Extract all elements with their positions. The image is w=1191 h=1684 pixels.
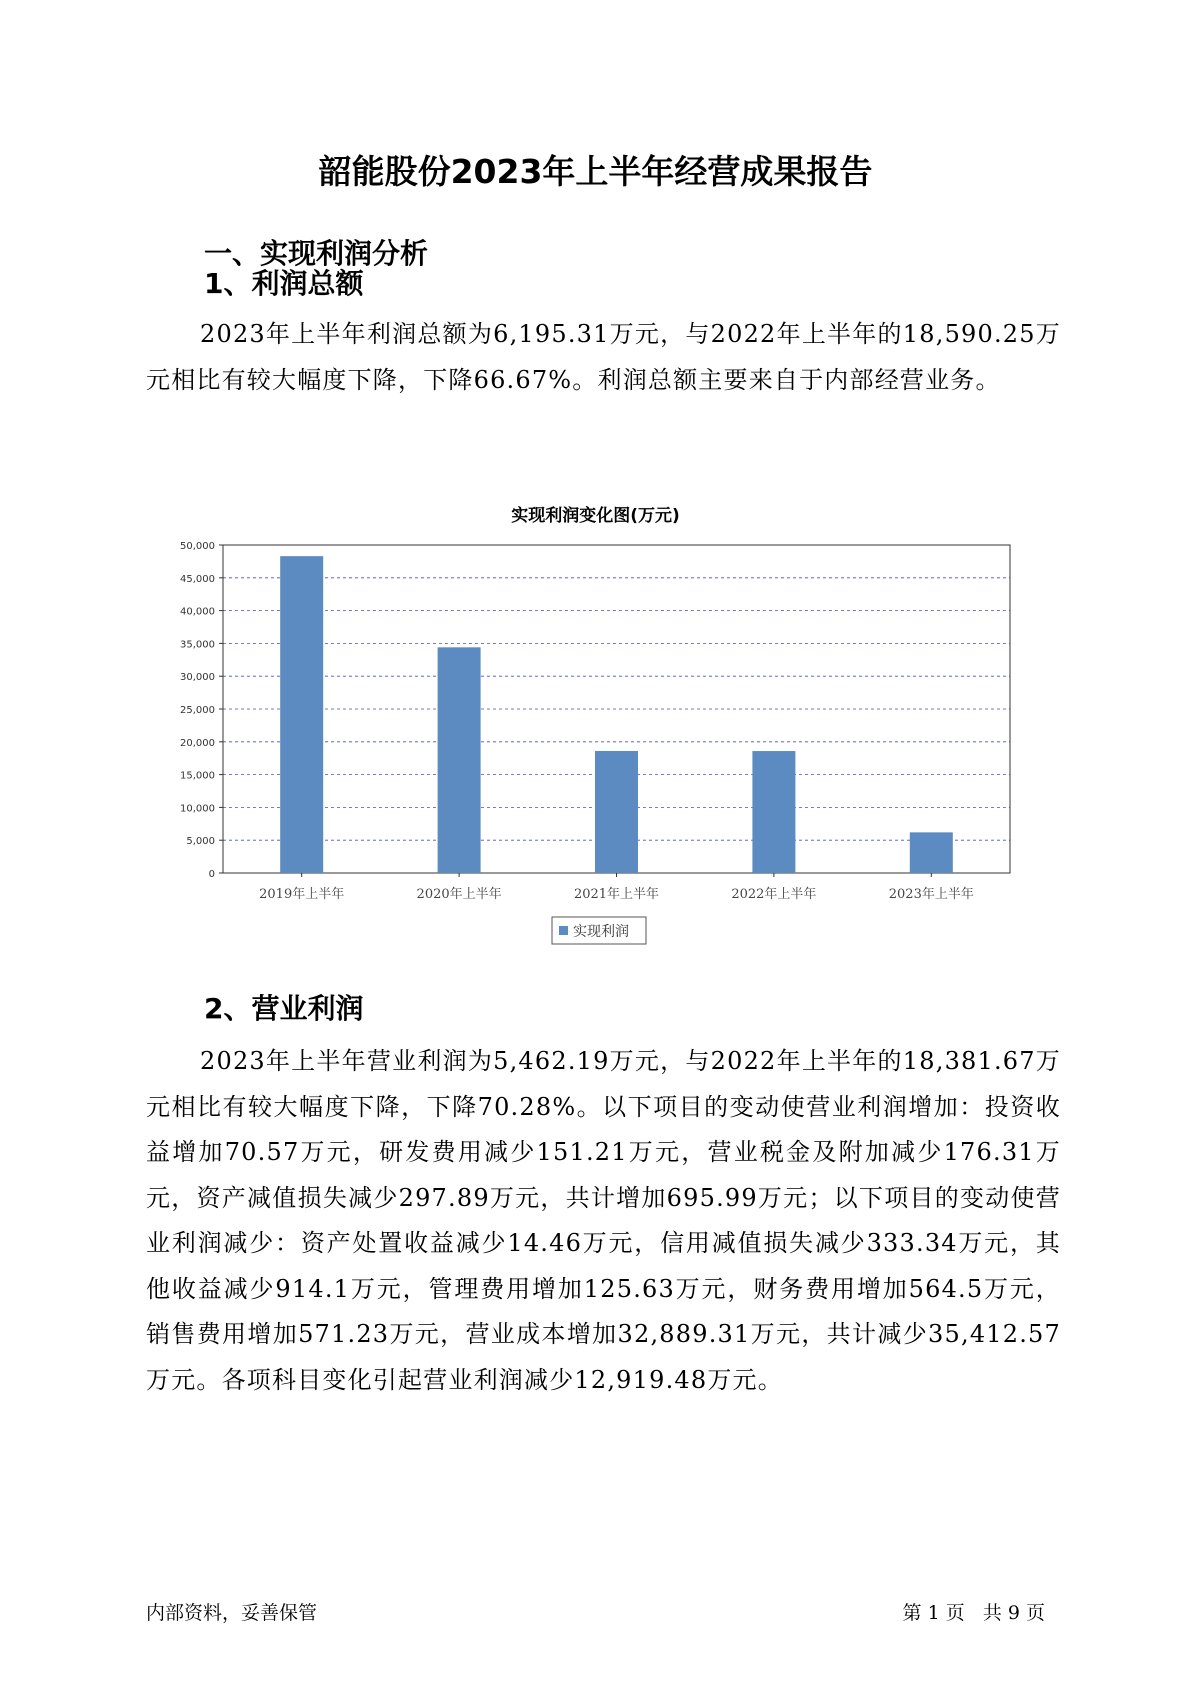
subheading-total-profit: 1、利润总额	[204, 267, 364, 300]
bar-4	[752, 751, 795, 873]
bar-5	[910, 832, 953, 873]
x-axis-ticks	[259, 873, 974, 902]
y-tick-label: 20,000	[180, 737, 215, 749]
y-tick-label: 0	[208, 869, 215, 880]
subheading-operating-profit: 2、营业利润	[204, 992, 364, 1025]
chart-title: 实现利润变化图(万元)	[511, 506, 680, 526]
footer-page-number: 第 1 页 共 9 页	[902, 1602, 1045, 1624]
chart-bars	[280, 556, 953, 873]
y-tick-label: 50,000	[180, 541, 215, 552]
x-tick-label: 2021年上半年	[573, 887, 660, 902]
bar-1	[280, 556, 323, 873]
y-tick-label: 45,000	[180, 573, 215, 585]
y-tick-label: 40,000	[180, 606, 215, 618]
y-tick-label: 5,000	[186, 836, 215, 848]
legend-swatch	[559, 926, 568, 935]
y-tick-label: 35,000	[180, 639, 215, 651]
x-tick-label: 2019年上半年	[259, 887, 345, 902]
y-tick-label: 25,000	[180, 705, 215, 716]
section-heading-profit-analysis: 一、实现利润分析	[204, 237, 429, 270]
y-axis-ticks	[180, 541, 223, 880]
y-tick-label: 15,000	[180, 770, 215, 782]
paragraph-operating-profit: 2023年上半年营业利润为5,462.19万元，与2022年上半年的18,381.67万元相比有较大幅度下降，下降70.28%。以下项目的变动使营业利润增加：投资收益增加70.57万元，研发费用减少151.21万元，营业税金及附加减少176.31万元，资产减值损失减少297.89万元，共计增加695.99万元；以下项目的变动使营业利润减少：资产处置收益减少14.46万元，信用减值损失减少333.34万元，其他收益减少914.1万元，管理费用增加125.63万元，财务费用增加564.5万元，销售费用增加571.23万元，营业成本增加32,889.31万元，共计减少35,412.57万元。各项科目变化引起营业利润减少12,919.48万元。	[146, 1047, 1061, 1394]
bar-2	[438, 647, 481, 873]
x-tick-label: 2023年上半年	[888, 887, 974, 902]
y-tick-label: 10,000	[180, 803, 215, 815]
x-tick-label: 2022年上半年	[731, 887, 817, 902]
paragraph-total-profit: 2023年上半年利润总额为6,195.31万元，与2022年上半年的18,590.25万元相比有较大幅度下降，下降66.67%。利润总额主要来自于内部经营业务。	[146, 320, 1061, 394]
y-tick-label: 30,000	[180, 672, 215, 684]
footer-confidential-note: 内部资料，妥善保管	[146, 1602, 318, 1624]
bar-3	[595, 751, 638, 873]
legend-label: 实现利润	[573, 924, 629, 940]
chart-legend	[552, 917, 646, 944]
x-tick-label: 2020年上半年	[416, 887, 502, 902]
document-title: 韶能股份2023年上半年经营成果报告	[318, 152, 873, 191]
